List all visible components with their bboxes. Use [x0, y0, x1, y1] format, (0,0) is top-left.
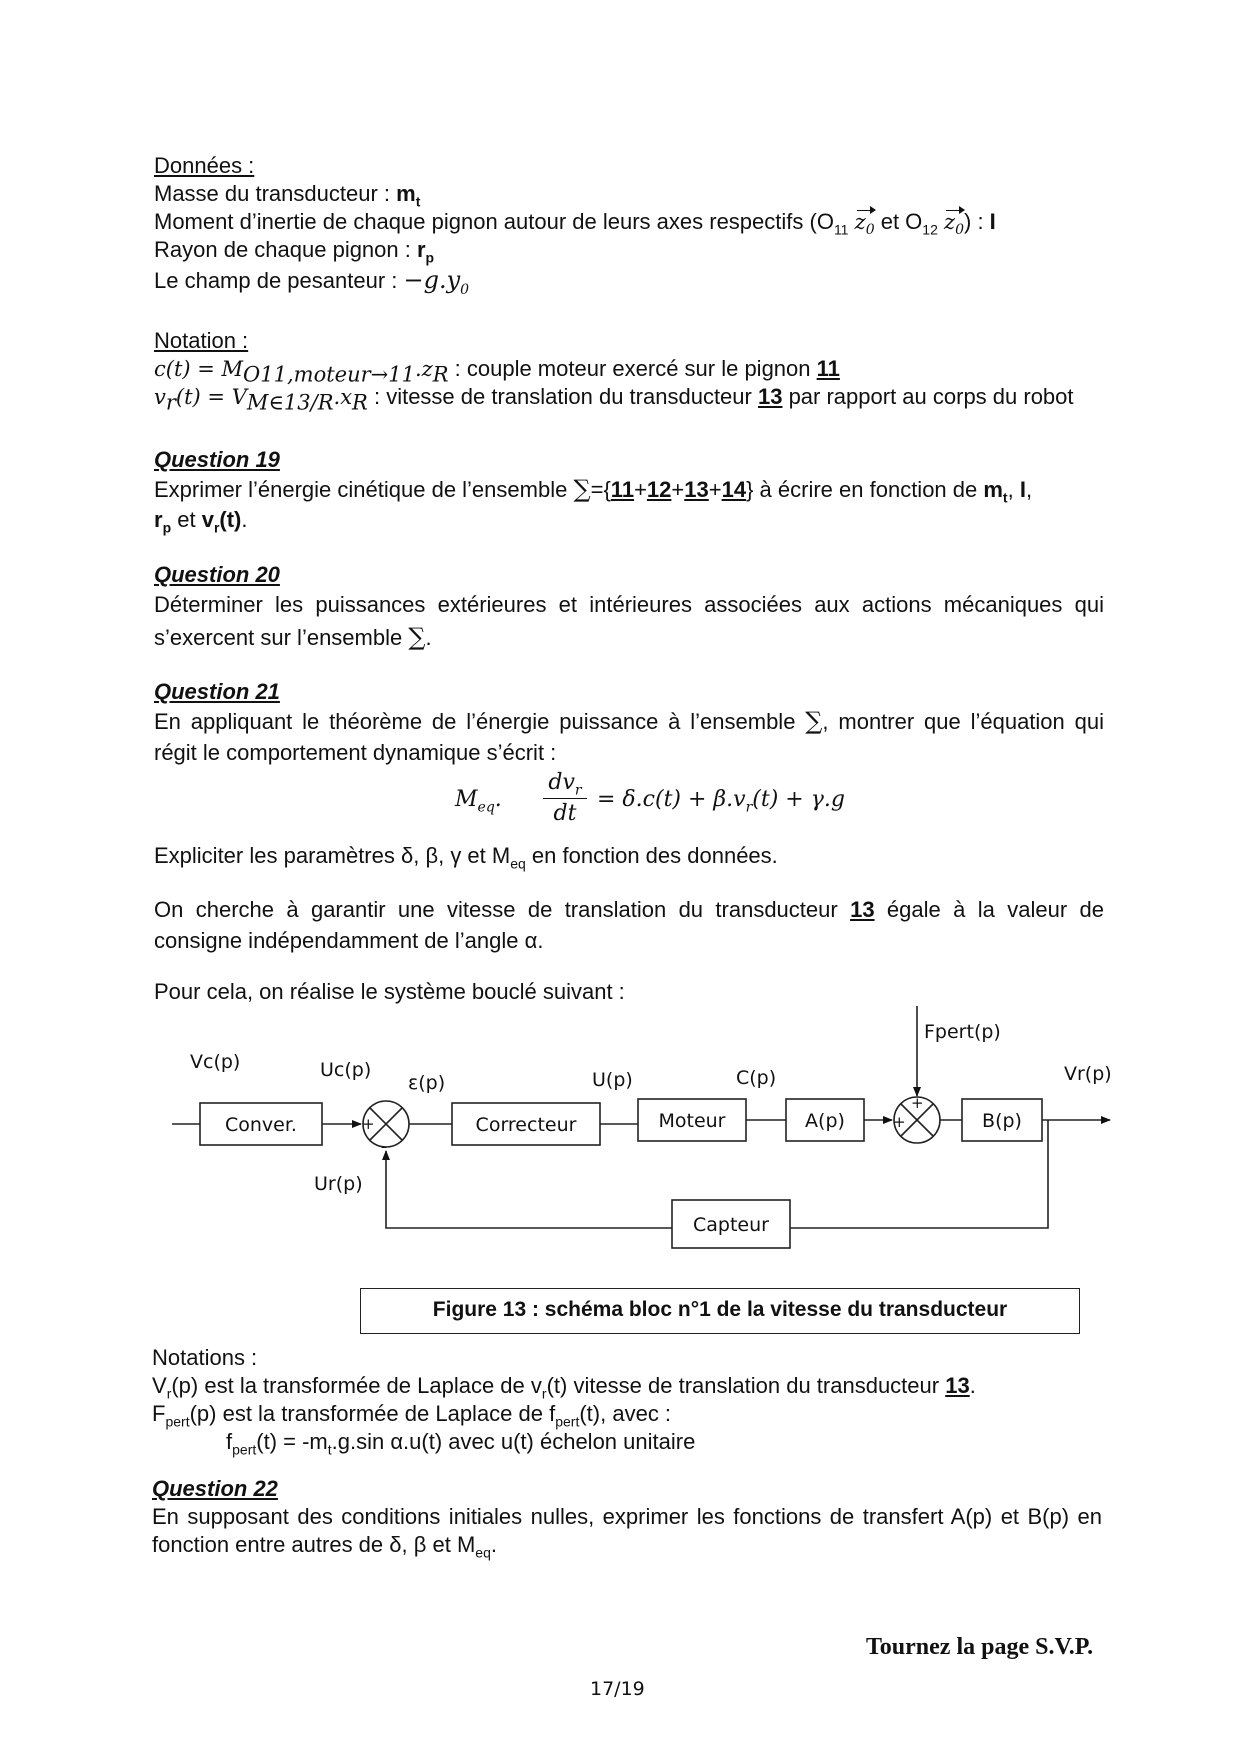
question-22: [152, 1475, 1102, 1559]
q19-text: Exprimer l’énergie cinétique de l’ensemble ∑={11+12+13+14} à écrire en fonction de $m_t$, I, $r_p$ et $v_r(t)$.: [154, 475, 1033, 536]
notations-fpert-def: $f_{pert}(t) = -m_t.g.\sin$ α.u(t) avec u(t) échelon unitaire: [226, 1429, 696, 1458]
donnees-line-inertie: Moment d’inertie de chaque pignon autour de leurs axes respectifs ($O_{11}$ $z_0$ et $O_{12}$ $z_0$) : I: [154, 209, 996, 239]
label-vc: Vc(p): [190, 1051, 241, 1073]
figure-caption: Figure 13 : schéma bloc n°1 de la vitesse du transducteur: [360, 1288, 1080, 1334]
footer-tournez: Tournez la page S.V.P.: [866, 1634, 1094, 1660]
eq-lhs: $M_{eq}$.: [455, 787, 502, 816]
feedback-line-left: [386, 1151, 672, 1228]
label-fpert: Fpert(p): [924, 1021, 1001, 1043]
z0-vector: $z_0$: [854, 210, 875, 239]
label-c: C(p): [736, 1067, 777, 1089]
notation-vitesse: $v_r(t) = V_{M\in 13/R}.x_R$ : vitesse de translation du transducteur 13 par rapport au corps du robot: [154, 384, 1074, 415]
conver-label: Conver.: [225, 1114, 297, 1136]
donnees-line-masse: Masse du transducteur : $m_t$: [154, 181, 421, 210]
q20-title: Question 20: [154, 562, 280, 587]
notation-title: Notation :: [154, 328, 249, 353]
capteur-label: Capteur: [693, 1214, 769, 1236]
eq-numerator: $dv_r$: [548, 770, 582, 799]
sum1-plus: +: [362, 1115, 375, 1133]
z0-vector-2: $z_0$: [944, 210, 964, 239]
q20-text: Déterminer les puissances extérieures et intérieures associées aux actions mécaniques qui s’exercent sur l’ensemble ∑.: [154, 592, 1104, 651]
notation-couple: $c(t) = M_{O11,moteur\to 11}.z_R$ : couple moteur exercé sur le pignon 11: [154, 356, 840, 387]
notations-vr: $V_r(p)$ est la transformée de Laplace de $v_r(t)$ vitesse de translation du transducteur 13.: [152, 1373, 976, 1402]
q21-systeme: Pour cela, on réalise le système bouclé suivant :: [154, 979, 625, 1004]
label-vr: Vr(p): [1064, 1063, 1112, 1085]
eq-rhs: = $\delta.c(t) + \beta.v_r(t) + \gamma.g$: [597, 787, 845, 816]
q21-consigne: On cherche à garantir une vitesse de translation du transducteur 13 égale à la valeur de consigne indépendamment de l’angle α.: [154, 897, 1104, 953]
notations-section: [152, 1344, 1102, 1456]
eq-denominator: dt: [553, 801, 577, 826]
label-u: U(p): [592, 1069, 633, 1091]
donnees-title: Données :: [154, 153, 255, 178]
moteur-label: Moteur: [658, 1110, 726, 1132]
q19-title: Question 19: [154, 447, 280, 472]
notations-title: Notations :: [152, 1345, 258, 1370]
donnees-line-pesanteur: Le champ de pesanteur : $-g.y_0$: [154, 266, 470, 298]
q21-parametres: Expliciter les paramètres δ, β, γ et $M_{eq}$ en fonction des données.: [154, 843, 778, 872]
a-label: A(p): [805, 1110, 845, 1132]
correcteur-label: Correcteur: [475, 1114, 577, 1136]
q22-text: En supposant des conditions initiales nulles, exprimer les fonctions de transfert A(p) et B(p) en fonction entre autres de δ, β et $M_{eq}$.: [152, 1504, 1102, 1561]
sum2-plus-top: +: [911, 1094, 924, 1112]
label-eps: ε(p): [408, 1072, 446, 1094]
b-label: B(p): [982, 1110, 1022, 1132]
sum1-minus: -: [381, 1137, 388, 1157]
page-number: 17/19: [590, 1678, 645, 1700]
sum2-plus-left: +: [893, 1113, 906, 1131]
label-uc: Uc(p): [320, 1059, 372, 1081]
q22-title: Question 22: [152, 1476, 278, 1501]
q21-text: En appliquant le théorème de l’énergie puissance à l’ensemble ∑, montrer que l’équation qui régit le comportement dynamique s’écrit :: [154, 707, 1104, 765]
q21-title: Question 21: [154, 679, 280, 704]
donnees-line-rayon: Rayon de chaque pignon : $r_p$: [154, 237, 435, 266]
label-ur: Ur(p): [314, 1173, 363, 1195]
notations-fpert: $F_{pert}(p)$ est la transformée de Laplace de $f_{pert}(t)$, avec :: [152, 1401, 672, 1430]
